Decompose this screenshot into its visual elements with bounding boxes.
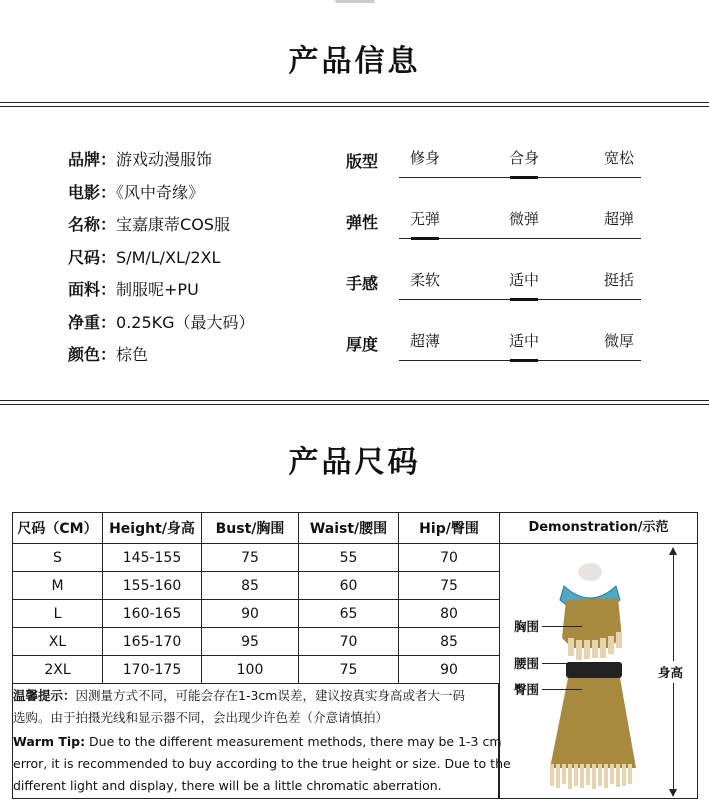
rating-option: 适中 bbox=[508, 332, 539, 350]
spec-value: 宝嘉康蒂COS服 bbox=[116, 215, 230, 234]
divider bbox=[0, 102, 709, 103]
table-cell: 160-165 bbox=[103, 600, 202, 628]
rating-label: 版型 bbox=[346, 152, 379, 171]
rating-option: 修身 bbox=[409, 149, 440, 167]
table-cell: 85 bbox=[202, 572, 299, 600]
divider bbox=[0, 106, 709, 107]
top-decor-mark bbox=[335, 0, 375, 3]
spec-row bbox=[68, 310, 255, 333]
spec-value: 《风中奇缘》 bbox=[116, 182, 205, 202]
header-bust: Bust/胸围 bbox=[202, 513, 299, 544]
rating-option: 适中 bbox=[508, 271, 539, 289]
table-cell: 85 bbox=[399, 628, 500, 656]
bust-pointer bbox=[542, 626, 582, 627]
table-cell: XL bbox=[13, 628, 103, 656]
info-section-title: 产品信息 bbox=[288, 44, 421, 79]
divider bbox=[0, 400, 709, 401]
rating-label: 弹性 bbox=[346, 213, 379, 232]
spec-key: 名称： bbox=[68, 215, 117, 234]
demo-bust-label: 胸围 bbox=[514, 619, 540, 634]
table-cell: 95 bbox=[202, 628, 299, 656]
spec-key: 净重： bbox=[68, 312, 117, 332]
table-cell: 80 bbox=[399, 600, 500, 628]
table-cell: 170-175 bbox=[103, 656, 202, 684]
arrow-down-icon bbox=[669, 789, 677, 797]
demonstration-panel bbox=[499, 512, 698, 799]
rating-selected-marker bbox=[411, 237, 439, 240]
rating-option: 超弹 bbox=[603, 210, 634, 228]
spec-value: 制服呢+PU bbox=[116, 280, 199, 299]
hip-pointer bbox=[542, 689, 582, 690]
table-cell: 145-155 bbox=[103, 544, 202, 572]
tip-en-text-1: Due to the different measurement methods, there may be 1-3 cm bbox=[85, 734, 502, 749]
table-cell: 100 bbox=[202, 656, 299, 684]
table-cell: S bbox=[13, 544, 103, 572]
table-row bbox=[13, 628, 500, 656]
tip-cn-label: 温馨提示： bbox=[13, 688, 76, 703]
table-cell: L bbox=[13, 600, 103, 628]
table-cell: 2XL bbox=[13, 656, 103, 684]
table-row bbox=[13, 600, 500, 628]
spec-value: 0.25KG（最大码） bbox=[116, 312, 255, 332]
spec-key: 颜色： bbox=[68, 345, 117, 364]
table-cell: 75 bbox=[202, 544, 299, 572]
header-size: 尺码（CM） bbox=[13, 513, 103, 544]
rating-option: 无弹 bbox=[409, 210, 440, 228]
table-row bbox=[13, 544, 500, 572]
rating-label: 厚度 bbox=[346, 335, 379, 354]
table-row bbox=[13, 656, 500, 684]
spec-row bbox=[68, 277, 199, 300]
rating-option: 微厚 bbox=[603, 332, 634, 350]
demo-header: Demonstration/示范 bbox=[500, 513, 697, 544]
rating-option: 微弹 bbox=[508, 210, 539, 228]
spec-key: 尺码： bbox=[68, 247, 117, 267]
rating-option: 合身 bbox=[508, 149, 539, 167]
spec-row bbox=[68, 342, 148, 365]
rating-selected-marker bbox=[510, 176, 538, 179]
tip-cn-line-2: 选购。由于拍摄光线和显示器不同，会出现少许色差（介意请慎拍） bbox=[13, 710, 389, 725]
spec-row bbox=[68, 245, 220, 268]
tip-en-line-3: different light and display, there will be a little chromatic aberration. bbox=[13, 778, 442, 793]
size-table bbox=[12, 512, 500, 684]
demo-hip-label: 臀围 bbox=[514, 682, 540, 697]
tip-en-line-1 bbox=[13, 731, 502, 753]
demo-height-label: 身高 bbox=[658, 661, 683, 683]
table-cell: 70 bbox=[299, 628, 399, 656]
table-row bbox=[13, 572, 500, 600]
table-cell: 65 bbox=[299, 600, 399, 628]
header-waist: Waist/腰围 bbox=[299, 513, 399, 544]
rating-option: 宽松 bbox=[603, 149, 634, 167]
table-cell: 155-160 bbox=[103, 572, 202, 600]
rating-option: 挺括 bbox=[603, 271, 634, 289]
tip-cn-text-1: 因测量方式不同，可能会存在1-3cm误差，建议按真实身高或者大一码 bbox=[75, 688, 465, 703]
table-cell: 165-170 bbox=[103, 628, 202, 656]
table-cell: 75 bbox=[399, 572, 500, 600]
size-section-title: 产品尺码 bbox=[288, 445, 421, 480]
tip-cn-line-1 bbox=[13, 685, 465, 707]
spec-row bbox=[68, 147, 212, 170]
spec-key: 电影： bbox=[68, 182, 117, 202]
dress-illustration bbox=[538, 558, 648, 798]
header-height: Height/身高 bbox=[103, 513, 202, 544]
rating-option: 超薄 bbox=[409, 332, 440, 350]
table-cell: 55 bbox=[299, 544, 399, 572]
tip-en-label: Warm Tip: bbox=[13, 734, 86, 749]
spec-row bbox=[68, 180, 204, 203]
spec-value: 游戏动漫服饰 bbox=[116, 150, 213, 169]
table-cell: 75 bbox=[299, 656, 399, 684]
divider bbox=[0, 404, 709, 405]
table-cell: 70 bbox=[399, 544, 500, 572]
table-cell: 90 bbox=[399, 656, 500, 684]
waist-pointer bbox=[542, 663, 582, 664]
spec-value: S/M/L/XL/2XL bbox=[116, 247, 221, 267]
table-header-row bbox=[13, 513, 500, 544]
spec-value: 棕色 bbox=[116, 345, 149, 364]
table-cell: 90 bbox=[202, 600, 299, 628]
spec-key: 品牌： bbox=[68, 150, 117, 169]
arrow-up-icon bbox=[669, 547, 677, 555]
table-cell: M bbox=[13, 572, 103, 600]
table-cell: 60 bbox=[299, 572, 399, 600]
spec-row bbox=[68, 212, 230, 235]
tip-en-line-2: error, it is recommended to buy according to the true height or size. Due to the bbox=[13, 756, 511, 771]
rating-option: 柔软 bbox=[409, 271, 440, 289]
spec-key: 面料： bbox=[68, 280, 117, 299]
demo-waist-label: 腰围 bbox=[514, 656, 540, 671]
rating-selected-marker bbox=[510, 359, 538, 362]
header-hip: Hip/臀围 bbox=[399, 513, 500, 544]
rating-label: 手感 bbox=[346, 274, 379, 293]
rating-selected-marker bbox=[510, 298, 538, 301]
